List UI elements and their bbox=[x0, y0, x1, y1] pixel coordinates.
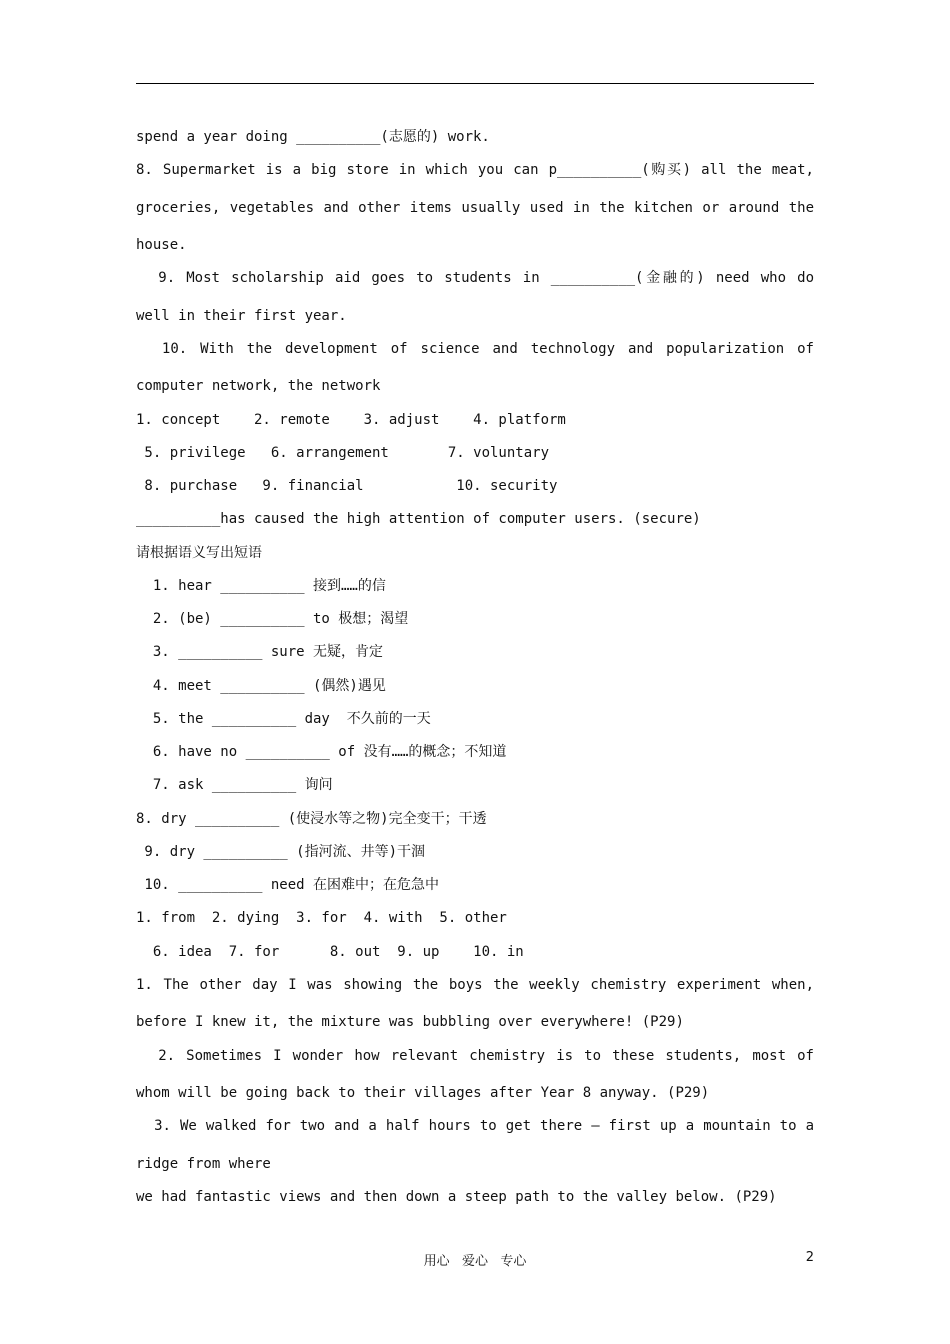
text-line: __________has caused the high attention of computer users. (secure) bbox=[136, 511, 701, 527]
text-line: house. bbox=[136, 237, 187, 253]
phrase-item: 8. dry __________ (使浸水等之物)完全变干；干透 bbox=[136, 811, 487, 827]
phrase-item: 5. the __________ day 不久前的一天 bbox=[136, 711, 431, 727]
answer-line: 8. purchase 9. financial 10. security bbox=[136, 478, 558, 494]
text-line: spend a year doing __________(志愿的) work. bbox=[136, 129, 490, 145]
phrase-item: 3. __________ sure 无疑，肯定 bbox=[136, 644, 384, 660]
text-line: groceries, vegetables and other items usually used in the kitchen or around the bbox=[136, 200, 814, 216]
text-line: 8. Supermarket is a big store in which you can p__________(购买) all the meat, bbox=[136, 162, 814, 178]
section-heading: 请根据语义写出短语 bbox=[136, 545, 262, 561]
footer-motto: 用心 爱心 专心 bbox=[423, 1254, 527, 1269]
phrase-item: 10. __________ need 在困难中；在危急中 bbox=[136, 877, 440, 893]
text-line: ridge from where bbox=[136, 1156, 271, 1172]
text-line: 2. Sometimes I wonder how relevant chemistry is to these students, most of bbox=[136, 1048, 814, 1064]
answer-line: 1. concept 2. remote 3. adjust 4. platform bbox=[136, 412, 566, 428]
page-number: 2 bbox=[805, 1250, 814, 1265]
phrase-item: 7. ask __________ 询问 bbox=[136, 777, 333, 793]
text-line: 10. With the development of science and technology and popularization of bbox=[136, 341, 814, 357]
answer-line: 6. idea 7. for 8. out 9. up 10. in bbox=[136, 944, 524, 960]
header-rule bbox=[136, 83, 814, 84]
text-line: whom will be going back to their villages after Year 8 anyway. (P29) bbox=[136, 1085, 710, 1101]
text-line: 1. The other day I was showing the boys the weekly chemistry experiment when, bbox=[136, 977, 814, 993]
phrase-item: 1. hear __________ 接到……的信 bbox=[136, 578, 386, 594]
text-line: we had fantastic views and then down a steep path to the valley below. (P29) bbox=[136, 1189, 777, 1205]
answer-line: 5. privilege 6. arrangement 7. voluntary bbox=[136, 445, 550, 461]
text-line: computer network, the network bbox=[136, 378, 381, 394]
phrase-item: 9. dry __________ (指河流、井等)干涸 bbox=[136, 844, 426, 860]
answer-line: 1. from 2. dying 3. for 4. with 5. other bbox=[136, 910, 507, 926]
text-line: 9. Most scholarship aid goes to students in __________(金融的) need who do bbox=[136, 270, 814, 286]
phrase-item: 2. (be) __________ to 极想；渴望 bbox=[136, 611, 409, 627]
text-line: well in their first year. bbox=[136, 308, 347, 324]
phrase-item: 4. meet __________ (偶然)遇见 bbox=[136, 678, 386, 694]
phrase-item: 6. have no __________ of 没有……的概念；不知道 bbox=[136, 744, 507, 760]
text-line: 3. We walked for two and a half hours to get there — first up a mountain to a bbox=[136, 1118, 814, 1134]
text-line: before I knew it, the mixture was bubbling over everywhere! (P29) bbox=[136, 1014, 684, 1030]
